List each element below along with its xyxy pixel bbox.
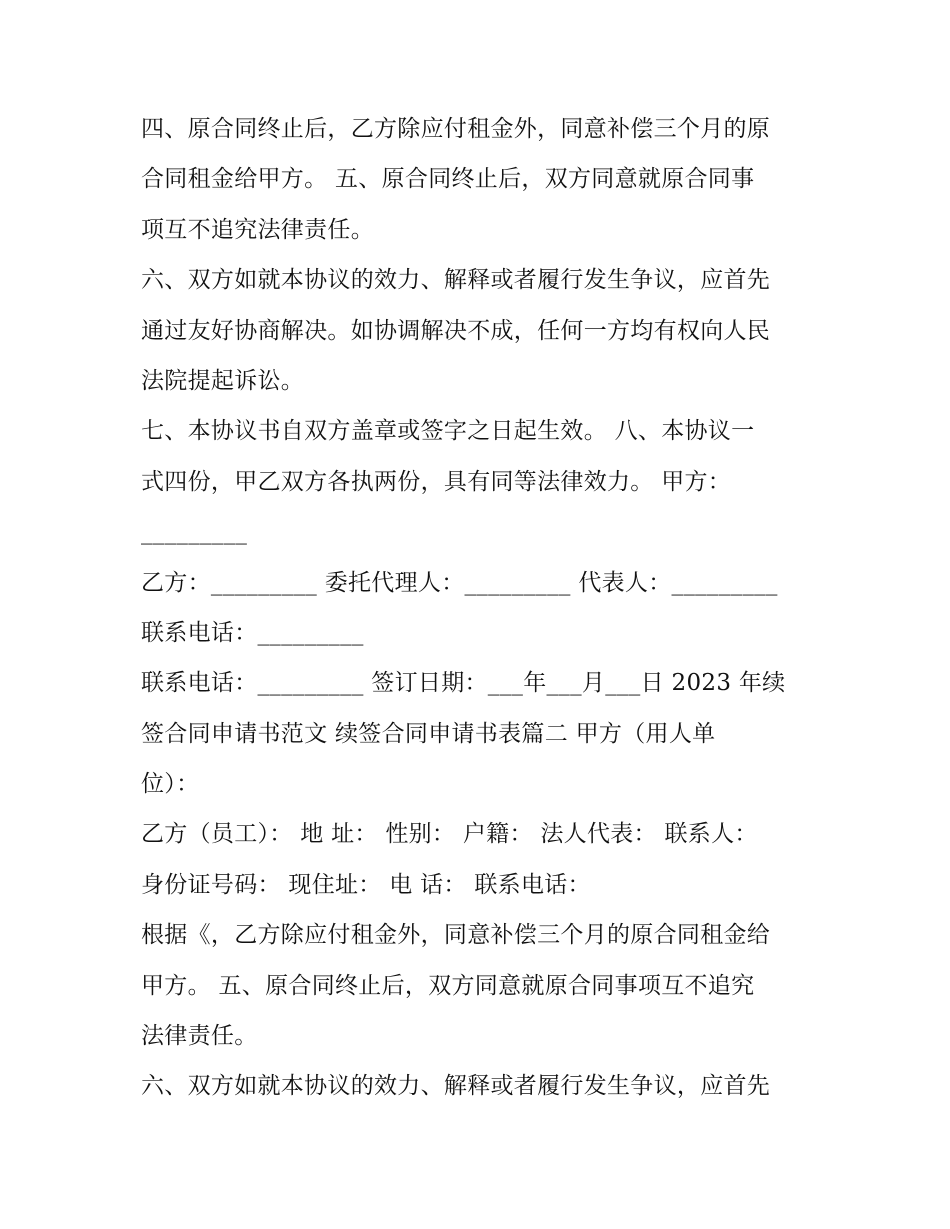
text-line: 通过友好协商解决。如协调解决不成，任何一方均有权向人民 <box>141 317 771 344</box>
text-line: 法律责任。 <box>141 1023 258 1050</box>
signature-blank-party-a: _________ <box>141 519 248 546</box>
text-line: 四、原合同终止后，乙方除应付租金外，同意补偿三个月的原 <box>141 116 771 142</box>
text-line: 式四份，甲乙双方各执两份，具有同等法律效力。 甲方： <box>141 468 732 495</box>
document-body <box>141 104 831 1112</box>
text-line: 项互不追究法律责任。 <box>141 216 374 243</box>
text-line: 法院提起诉讼。 <box>141 367 305 394</box>
text-line: 七、本协议书自双方盖章或签字之日起生效。 八、本协议一 <box>141 418 755 445</box>
text-line: 甲方。 五、原合同终止后，双方同意就原合同事项互不追究 <box>141 972 755 999</box>
text-line: 根据《，乙方除应付租金外，同意补偿三个月的原合同租金给 <box>141 922 771 949</box>
text-line: 乙方：_________ 委托代理人：_________ 代表人：_________ <box>141 569 778 596</box>
text-line: 身份证号码： 现住址： 电 话： 联系电话： <box>141 871 591 898</box>
text-line: 联系电话：_________ 签订日期：___年___月___日 2023 年续 <box>141 670 786 697</box>
text-line: 六、双方如就本协议的效力、解释或者履行发生争议，应首先 <box>141 267 771 294</box>
text-line: 乙方（员工）： 地 址： 性别： 户籍： 法人代表： 联系人： <box>141 821 758 848</box>
text-line: 位）： <box>141 771 200 798</box>
text-line: 六、双方如就本协议的效力、解释或者履行发生争议，应首先 <box>141 1073 771 1100</box>
text-line: 联系电话：_________ <box>141 619 364 646</box>
text-line: 签合同申请书范文 续签合同申请书表篇二 甲方（用人单 <box>141 720 716 747</box>
text-line: 合同租金给甲方。 五、原合同终止后，双方同意就原合同事 <box>141 166 755 193</box>
